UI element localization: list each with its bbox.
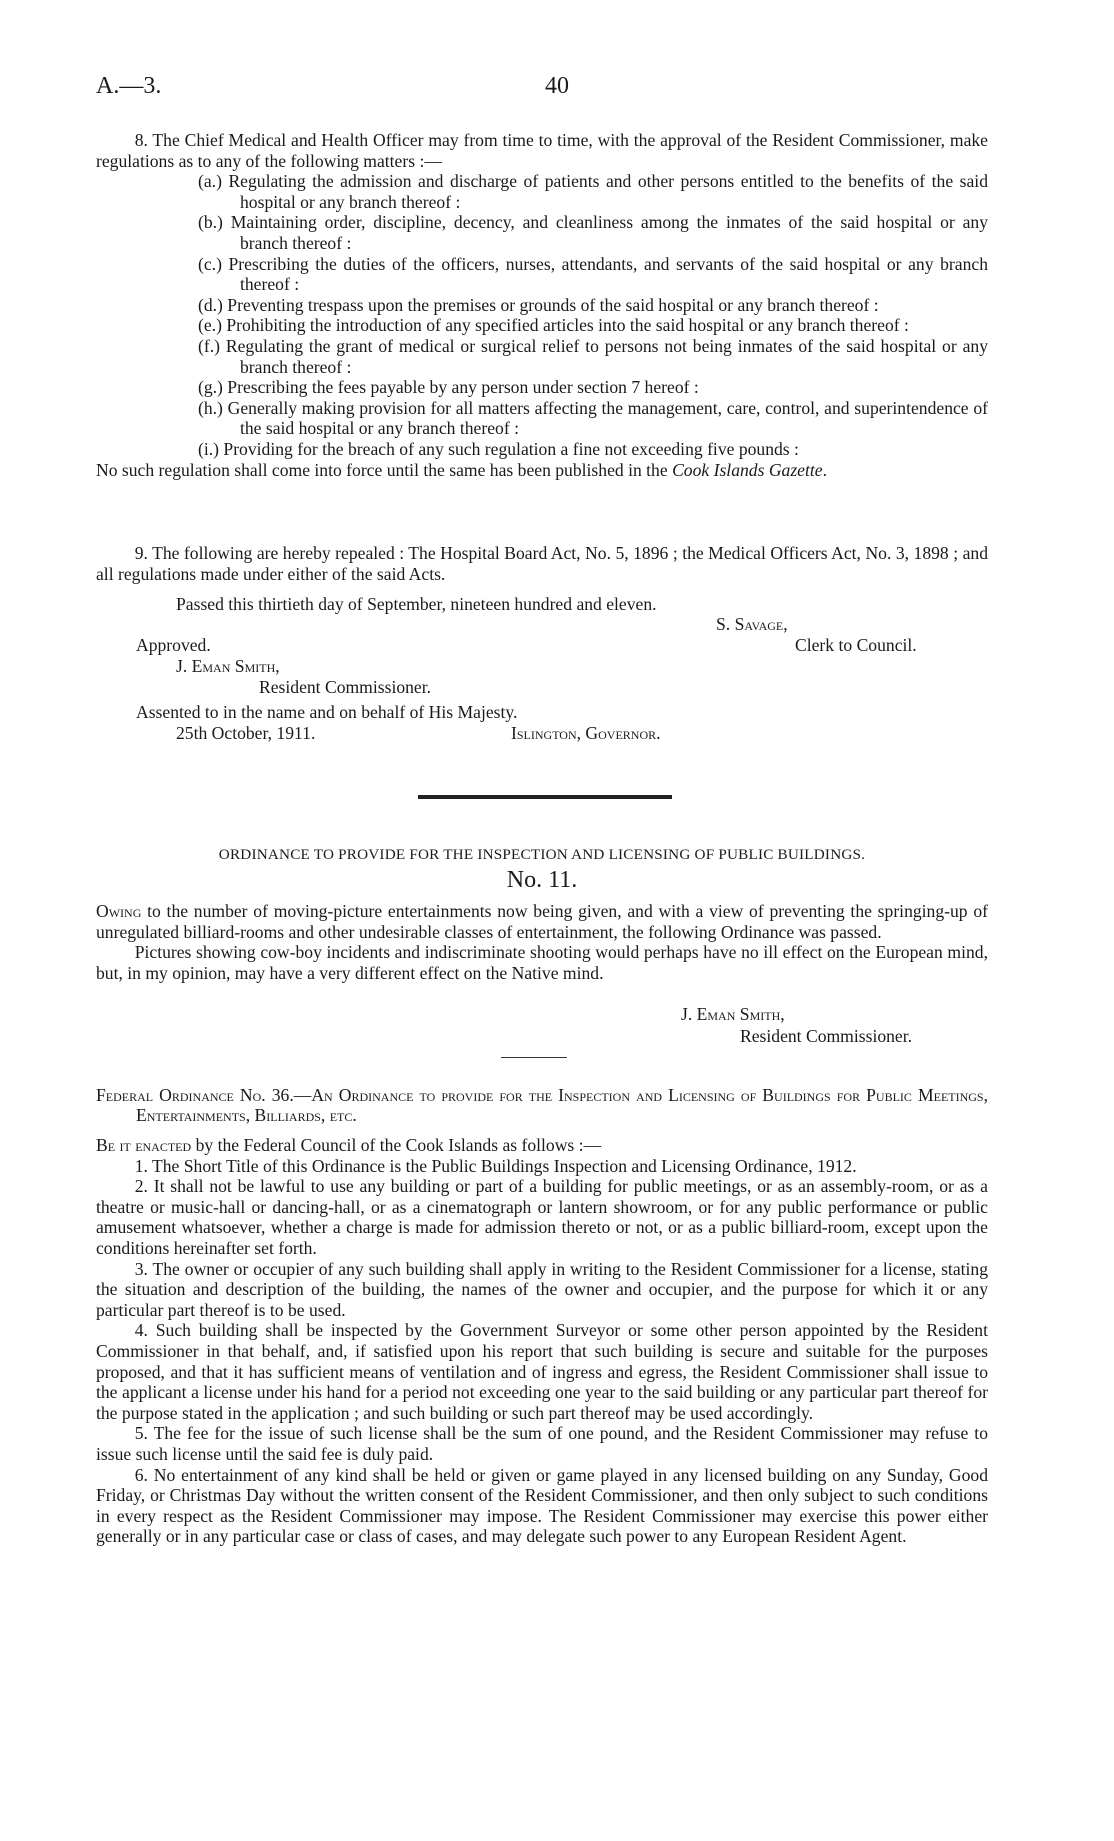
commissioner-name: J. Eman Smith,: [681, 1004, 785, 1024]
commissioner-title: Resident Commissioner.: [740, 1026, 913, 1046]
governor-signature: Islington, Governor.: [511, 723, 661, 743]
gazette-title: Cook Islands Gazette: [672, 459, 823, 480]
ordinance-heading: ORDINANCE TO PROVIDE FOR THE INSPECTION AND LICENSING OF PUBLIC BUILDINGS.: [218, 846, 866, 863]
owing-paragraph: Owing to the number of moving-picture entertainments now being given, and with a view of preventing the springing-up of unregulated billiard-rooms and other undesirable classes of entertainment, the following Ordinance was passed.: [96, 901, 988, 942]
document-reference: A.—3.: [96, 73, 162, 99]
assent-date: 25th October, 1911.: [176, 723, 316, 743]
clerk-name: S. Savage,: [716, 614, 788, 634]
section-8-intro: 8. The Chief Medical and Health Officer may from time to time, with the approval of the Resident Commissioner, make regulations as to any of the following matters :—: [96, 130, 988, 171]
federal-ordinance-title: Federal Ordinance No. 36.—An Ordinance to provide for the Inspection and Licensing of Buildings for Public Meetings, Entertainments, Billiards, etc.: [96, 1085, 988, 1125]
assent-line: Assented to in the name and on behalf of His Majesty.: [136, 702, 518, 722]
clause: 5. The fee for the issue of such license shall be the sum of one pound, and the Resident Commissioner may refuse to issue such license until the said fee is duly paid.: [96, 1423, 988, 1464]
section-8-closing: No such regulation shall come into force until the same has been published in the Cook Islands Gazette.: [96, 459, 827, 480]
list-item: (d.) Preventing trespass upon the premises or grounds of the said hospital or any branch thereof :: [198, 294, 879, 315]
ordinance-number: No. 11.: [506, 867, 578, 893]
section-8: [96, 130, 988, 480]
section-9: [96, 543, 988, 584]
list-item: (h.) Generally making provision for all matters affecting the management, care, control, and superintendence of the said hospital or any branch thereof :: [198, 397, 988, 439]
list-item: (e.) Prohibiting the introduction of any specified articles into the said hospital or any branch thereof :: [198, 315, 909, 336]
page-header: [96, 73, 1018, 106]
passed-line: Passed this thirtieth day of September, nineteen hundred and eleven.: [176, 594, 657, 614]
list-item: (a.) Regulating the admission and discharge of patients and other persons entitled to the benefits of the said hospital or any branch thereof :: [198, 171, 988, 212]
section-divider: [418, 795, 672, 799]
clause: 3. The owner or occupier of any such building shall apply in writing to the Resident Commissioner for a license, stating the situation and description of the building, the names of the owner and occupier, and the purpose for which it or any particular part thereof is to be used.: [96, 1258, 988, 1320]
owing-lead: Owing: [96, 901, 142, 921]
list-item: (b.) Maintaining order, discipline, decency, and cleanliness among the inmates of the said hospital or any branch thereof :: [198, 212, 988, 253]
list-item: (f.) Regulating the grant of medical or surgical relief to persons not being inmates of the said hospital or any branch thereof :: [198, 335, 988, 377]
section-9-text: 9. The following are hereby repealed : The Hospital Board Act, No. 5, 1896 ; the Medical Officers Act, No. 3, 1898 ; and all regulations made under either of the said Acts.: [96, 543, 988, 584]
enact-lead: Be it enacted: [96, 1135, 192, 1155]
page-number: 40: [545, 73, 569, 99]
commissioner-title: Resident Commissioner.: [259, 677, 432, 697]
clerk-title: Clerk to Council.: [795, 635, 917, 655]
clause: 6. No entertainment of any kind shall be held or given or game played in any licensed building on any Sunday, Good Friday, or Christmas Day without the written consent of the Resident Commissioner, and then only subject to such conditions in every respect as the Resident Commissioner may impose. The Resident Commissioner may exercise this power either generally or in any particular case or class of cases, and may delegate such power to any European Resident Agent.: [96, 1464, 988, 1547]
pictures-paragraph: Pictures showing cow-boy incidents and indiscriminate shooting would perhaps have no ill effect on the European mind, but, in my opinion, may have a very different effect on the Native mind.: [96, 942, 988, 983]
list-item: (c.) Prescribing the duties of the officers, nurses, attendants, and servants of the said hospital or any branch thereof :: [198, 253, 988, 295]
clause: 4. Such building shall be inspected by the Government Surveyor or some other person appointed by the Resident Commissioner in that behalf, and, if satisfied upon his report that such building is secure and suitable for the purposes proposed, and that it has sufficient means of ventilation and of ingress and egress, the Resident Commissioner shall issue to the applicant a license under his hand for a period not exceeding one year to the said building or any particular part thereof for the purpose stated in the application ; and such building or such part thereof may be used accordingly.: [96, 1320, 988, 1423]
federal-ordinance-body: [96, 1135, 988, 1547]
preamble: [96, 901, 988, 983]
clause: 1. The Short Title of this Ordinance is the Public Buildings Inspection and Licensing Ordinance, 1912.: [134, 1155, 857, 1176]
clause: 2. It shall not be lawful to use any building or part of a building for public meetings, or as an assembly-room, or as a theatre or music-hall or dancing-hall, or as a cinematograph or lantern showroom, or for any public performance or public amusement whatsoever, whether a charge is made for admission thereto or not, or as a public billiard-room, except upon the conditions hereinafter set forth.: [96, 1176, 988, 1258]
short-divider: [501, 1057, 567, 1058]
list-item: (g.) Prescribing the fees payable by any person under section 7 hereof :: [198, 377, 699, 398]
approved-label: Approved.: [136, 635, 211, 655]
list-item: (i.) Providing for the breach of any such regulation a fine not exceeding five pounds :: [198, 438, 799, 459]
enacting-clause: Be it enacted by the Federal Council of the Cook Islands as follows :—: [96, 1135, 602, 1155]
commissioner-name: J. Eman Smith,: [176, 656, 280, 676]
